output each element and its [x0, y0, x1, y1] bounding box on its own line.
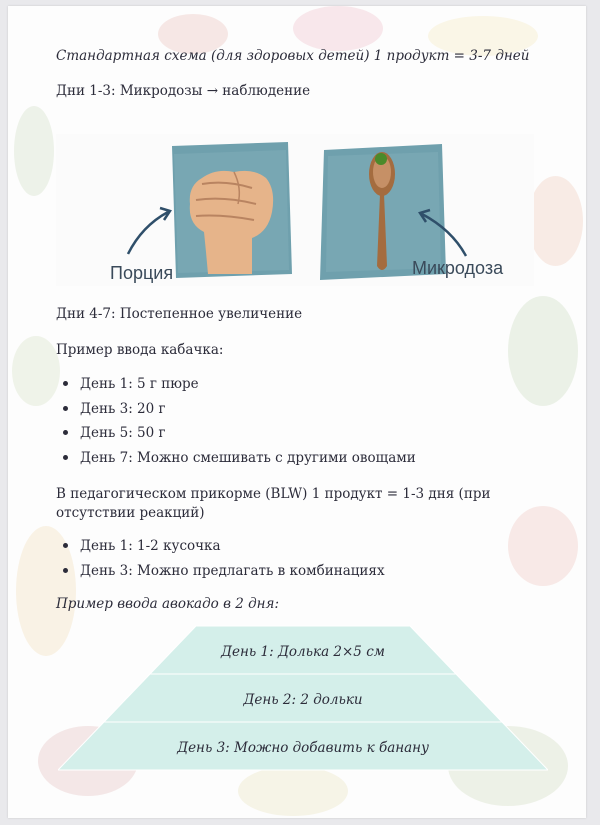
- avocado-pyramid: [58, 624, 548, 772]
- avocado-title: Пример ввода авокадо в 2 дня:: [56, 596, 280, 612]
- microdose-label: Микродоза: [412, 258, 504, 278]
- list-item: День 3: Можно предлагать в комбинациях: [56, 561, 385, 586]
- list-item: День 1: 1-2 кусочка: [56, 536, 385, 561]
- list-item: День 3: 20 г: [56, 399, 416, 424]
- list-item: День 1: 5 г пюре: [56, 374, 416, 399]
- pyramid-label-3: День 3: Можно добавить к банану: [177, 740, 429, 756]
- pyramid-label-1: День 1: Долька 2×5 см: [221, 644, 385, 660]
- portion-label: Порция: [110, 263, 174, 283]
- blw-list: [56, 536, 385, 585]
- list-item: День 7: Можно смешивать с другими овощами: [56, 448, 416, 473]
- scheme-heading: Стандартная схема (для здоровых детей) 1 продукт = 3-7 дней: [56, 48, 530, 64]
- pyramid-label-2: День 2: 2 дольки: [243, 692, 363, 708]
- days-1-3-line: Дни 1-3: Микродозы → наблюдение: [56, 83, 311, 99]
- document-page: [8, 6, 586, 818]
- arrow-to-fist: [128, 212, 168, 254]
- blw-line-1: В педагогическом прикорме (BLW) 1 продукт = 1-3 дня (при: [56, 486, 491, 502]
- blw-line-2: отсутствии реакций): [56, 505, 205, 521]
- list-item: День 5: 50 г: [56, 423, 416, 448]
- zucchini-title: Пример ввода кабачка:: [56, 342, 224, 358]
- zucchini-list: [56, 374, 416, 472]
- days-4-7-line: Дни 4-7: Постепенное увеличение: [56, 306, 303, 322]
- portion-illustration: [56, 134, 534, 286]
